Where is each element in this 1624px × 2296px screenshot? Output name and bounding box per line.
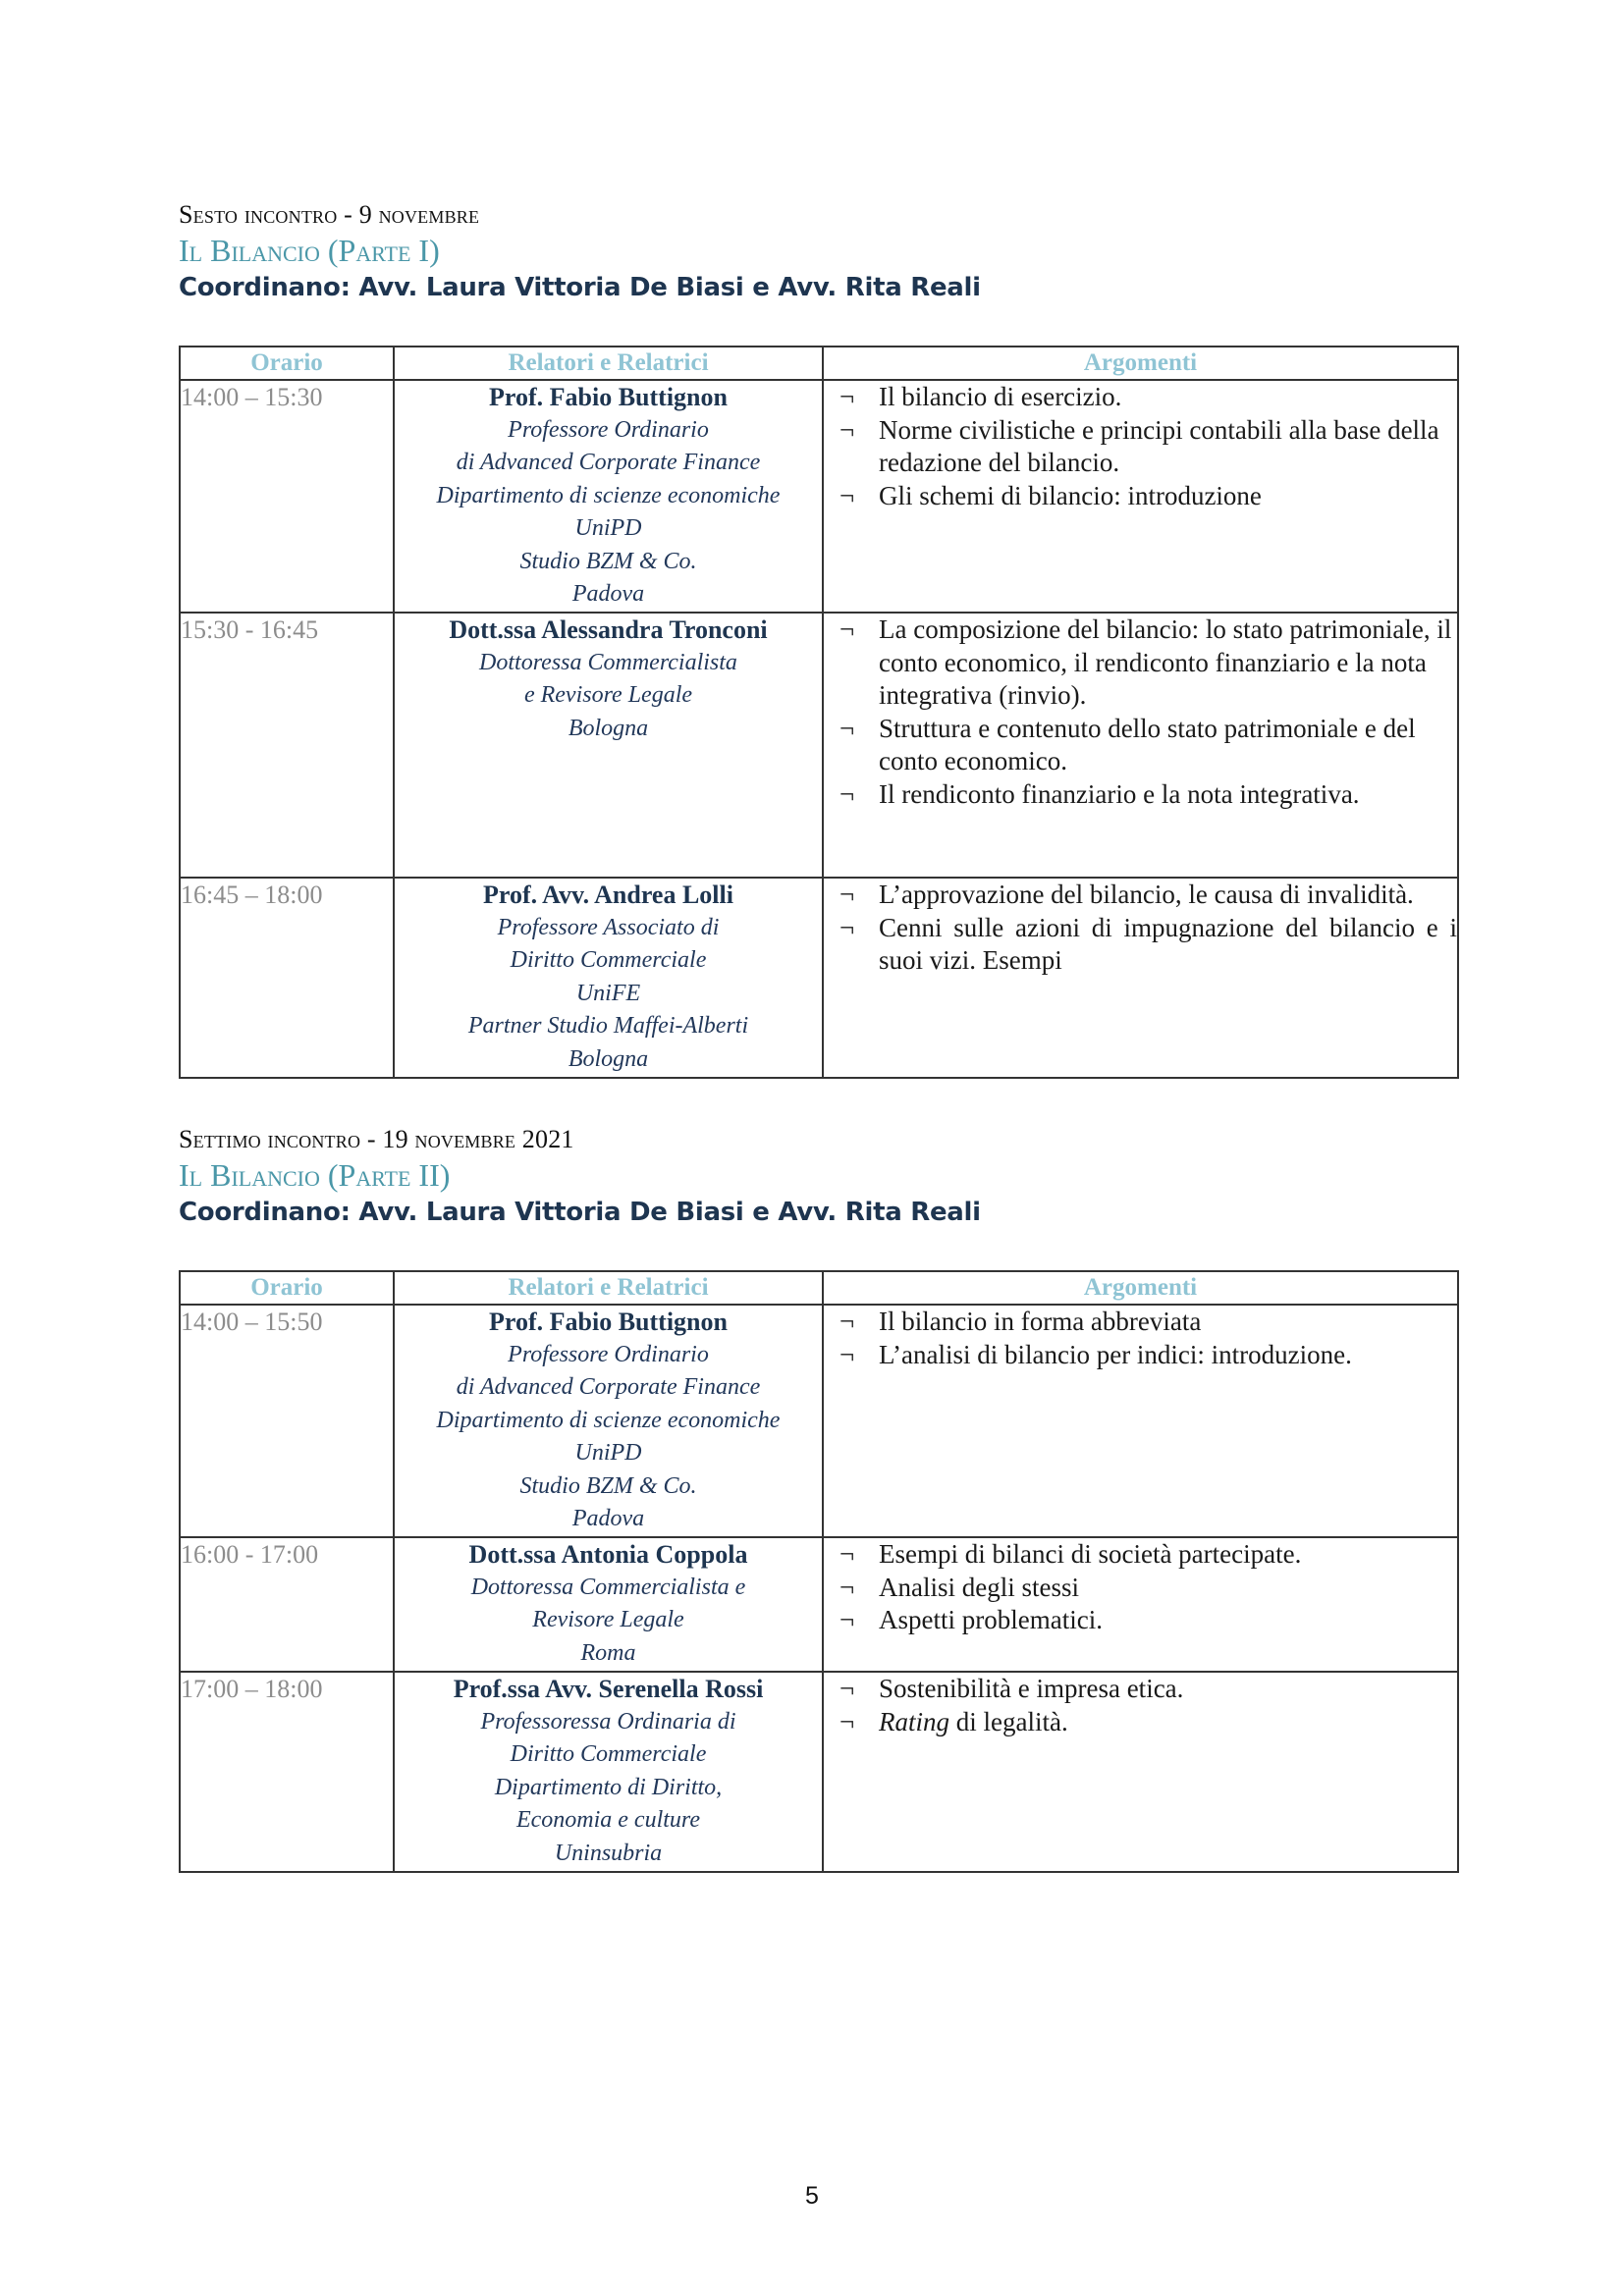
topic-item	[824, 879, 1457, 912]
bullet-icon: ¬	[839, 1706, 855, 1736]
topics-cell	[823, 380, 1458, 613]
topic-item	[824, 1604, 1457, 1637]
topic-text: L’approvazione del bilancio, le causa di invalidità.	[879, 880, 1414, 909]
time-slot: 17:00 – 18:00	[180, 1672, 394, 1872]
schedule-table	[179, 346, 1459, 1079]
topic-item	[824, 713, 1457, 778]
speaker-role: Partner Studio Maffei-Alberti	[467, 1013, 749, 1039]
header-speakers: Relatori e Relatrici	[394, 347, 823, 380]
speaker-cell	[394, 1305, 823, 1537]
bullet-icon: ¬	[839, 713, 855, 743]
table-header-row	[180, 347, 1458, 380]
speaker-role: Dottoressa Commercialista	[479, 649, 737, 675]
speaker-role: UniFE	[575, 980, 641, 1006]
bullet-icon: ¬	[839, 414, 855, 445]
speaker-role: e Revisore Legale	[523, 682, 693, 708]
speaker-role: Dipartimento di scienze economiche	[436, 1407, 781, 1433]
topic-item	[824, 480, 1457, 513]
bullet-icon: ¬	[839, 382, 855, 411]
speaker-cell	[394, 1672, 823, 1872]
header-time: Orario	[180, 1271, 394, 1305]
topic-text: L’analisi di bilancio per indici: introduzione.	[879, 1339, 1352, 1369]
bullet-icon: ¬	[839, 1339, 855, 1369]
speaker-name: Dott.ssa Antonia Coppola	[468, 1540, 748, 1569]
bullet-icon: ¬	[839, 778, 855, 809]
speaker-role: UniPD	[574, 1440, 642, 1466]
header-topics: Argomenti	[823, 347, 1458, 380]
topic-item	[824, 1673, 1457, 1706]
topic-text: Esempi di bilanci di società partecipate.	[879, 1539, 1302, 1569]
session-kicker: Sesto incontro - 9 novembre	[179, 200, 480, 229]
time-slot: 14:00 – 15:30	[180, 380, 394, 613]
speaker-role: Diritto Commerciale	[510, 947, 707, 973]
table-row	[180, 878, 1458, 1078]
topic-text: Cenni sulle azioni di impugnazione del bilancio e i suoi vizi. Esempi	[879, 912, 1457, 975]
session-sesto-incontro	[179, 199, 1457, 1072]
topic-text: Il rendiconto finanziario e la nota integrativa.	[879, 778, 1360, 809]
bullet-icon: ¬	[839, 880, 855, 909]
bullet-icon: ¬	[839, 1572, 855, 1602]
speaker-cell	[394, 380, 823, 613]
table-row	[180, 1305, 1458, 1537]
session-coordinators: Coordinano: Avv. Laura Vittoria De Biasi e Avv. Rita Reali	[179, 273, 981, 302]
topic-item	[824, 381, 1457, 414]
table-row	[180, 380, 1458, 613]
topic-text: Sostenibilità e impresa etica.	[879, 1674, 1184, 1703]
speaker-role: di Advanced Corporate Finance	[456, 1374, 761, 1400]
bullet-icon: ¬	[839, 1605, 855, 1634]
speaker-role: Professore Ordinario	[508, 1341, 709, 1367]
speaker-role: Padova	[571, 581, 645, 607]
topic-text: Analisi degli stessi	[879, 1572, 1079, 1602]
speaker-role: Padova	[571, 1506, 645, 1531]
speaker-role: Dipartimento di Diritto,	[494, 1774, 723, 1800]
speaker-cell	[394, 613, 823, 878]
speaker-role: Professoressa Ordinaria di	[480, 1708, 736, 1735]
topic-text: Struttura e contenuto dello stato patrimoniale e del conto economico.	[879, 713, 1416, 775]
speaker-role: Economia e culture	[515, 1807, 701, 1833]
speaker-name: Prof. Fabio Buttignon	[489, 383, 728, 411]
speaker-role: Roma	[580, 1639, 636, 1666]
speaker-role: Bologna	[568, 715, 649, 741]
speaker-name: Dott.ssa Alessandra Tronconi	[449, 615, 768, 644]
bullet-icon: ¬	[839, 912, 855, 942]
topic-item	[824, 1706, 1457, 1739]
speaker-role: Uninsubria	[554, 1840, 663, 1866]
topics-cell	[823, 1305, 1458, 1537]
topic-text: Rating di legalità.	[879, 1706, 1068, 1736]
topic-item	[824, 1572, 1457, 1605]
speaker-role: Bologna	[568, 1045, 649, 1072]
speaker-role: di Advanced Corporate Finance	[456, 450, 761, 475]
speaker-role: Dipartimento di scienze economiche	[436, 482, 781, 508]
speaker-role: Studio BZM & Co.	[519, 548, 697, 574]
topic-text: Il bilancio di esercizio.	[879, 382, 1122, 411]
session-kicker: Settimo incontro - 19 novembre 2021	[179, 1125, 574, 1153]
speaker-role: Professore Associato di	[497, 914, 720, 940]
topic-item	[824, 1538, 1457, 1572]
topic-item	[824, 778, 1457, 812]
topics-cell	[823, 1537, 1458, 1672]
header-speakers: Relatori e Relatrici	[394, 1271, 823, 1305]
speaker-name: Prof. Avv. Andrea Lolli	[483, 881, 733, 909]
bullet-icon: ¬	[839, 1307, 855, 1336]
schedule-table	[179, 1270, 1459, 1873]
session-title: Il Bilancio (Parte II)	[179, 1157, 451, 1193]
page-number: 5	[805, 2182, 819, 2210]
speaker-name: Prof. Fabio Buttignon	[489, 1308, 728, 1336]
bullet-icon: ¬	[839, 1539, 855, 1569]
table-header-row	[180, 1271, 1458, 1305]
table-row	[180, 613, 1458, 878]
topic-item	[824, 1306, 1457, 1339]
speaker-role: Professore Ordinario	[508, 416, 709, 443]
topic-item	[824, 1339, 1457, 1372]
time-slot: 16:00 - 17:00	[180, 1537, 394, 1672]
topic-item	[824, 614, 1457, 713]
session-title: Il Bilancio (Parte I)	[179, 233, 440, 268]
bullet-icon: ¬	[839, 1674, 855, 1703]
speaker-cell	[394, 878, 823, 1078]
table-row	[180, 1672, 1458, 1872]
topics-cell	[823, 613, 1458, 878]
speaker-name: Prof.ssa Avv. Serenella Rossi	[453, 1675, 764, 1703]
topic-item	[824, 912, 1457, 978]
speaker-cell	[394, 1537, 823, 1672]
topic-text: Aspetti problematici.	[879, 1605, 1103, 1634]
time-slot: 16:45 – 18:00	[180, 878, 394, 1078]
topics-cell	[823, 1672, 1458, 1872]
topic-text: Il bilancio in forma abbreviata	[879, 1307, 1202, 1336]
speaker-role: Revisore Legale	[532, 1607, 684, 1632]
topic-text: La composizione del bilancio: lo stato patrimoniale, il conto economico, il rendiconto finanziario e la nota integrativa (rinvio).	[879, 614, 1452, 710]
session-settimo-incontro	[179, 1124, 1455, 1866]
time-slot: 14:00 – 15:50	[180, 1305, 394, 1537]
speaker-role: Studio BZM & Co.	[519, 1472, 697, 1499]
time-slot: 15:30 - 16:45	[180, 613, 394, 878]
topic-text: Gli schemi di bilancio: introduzione	[879, 480, 1262, 510]
session-coordinators: Coordinano: Avv. Laura Vittoria De Biasi e Avv. Rita Reali	[179, 1198, 981, 1227]
header-time: Orario	[180, 347, 394, 380]
topic-item	[824, 414, 1457, 480]
bullet-icon: ¬	[839, 614, 855, 644]
speaker-role: UniPD	[574, 515, 642, 541]
table-row	[180, 1537, 1458, 1672]
topics-cell	[823, 878, 1458, 1078]
header-topics: Argomenti	[823, 1271, 1458, 1305]
bullet-icon: ¬	[839, 480, 855, 510]
speaker-role: Dottoressa Commercialista e	[470, 1574, 746, 1600]
topic-text: Norme civilistiche e principi contabili alla base della redazione del bilancio.	[879, 414, 1439, 477]
speaker-role: Diritto Commerciale	[510, 1741, 707, 1767]
